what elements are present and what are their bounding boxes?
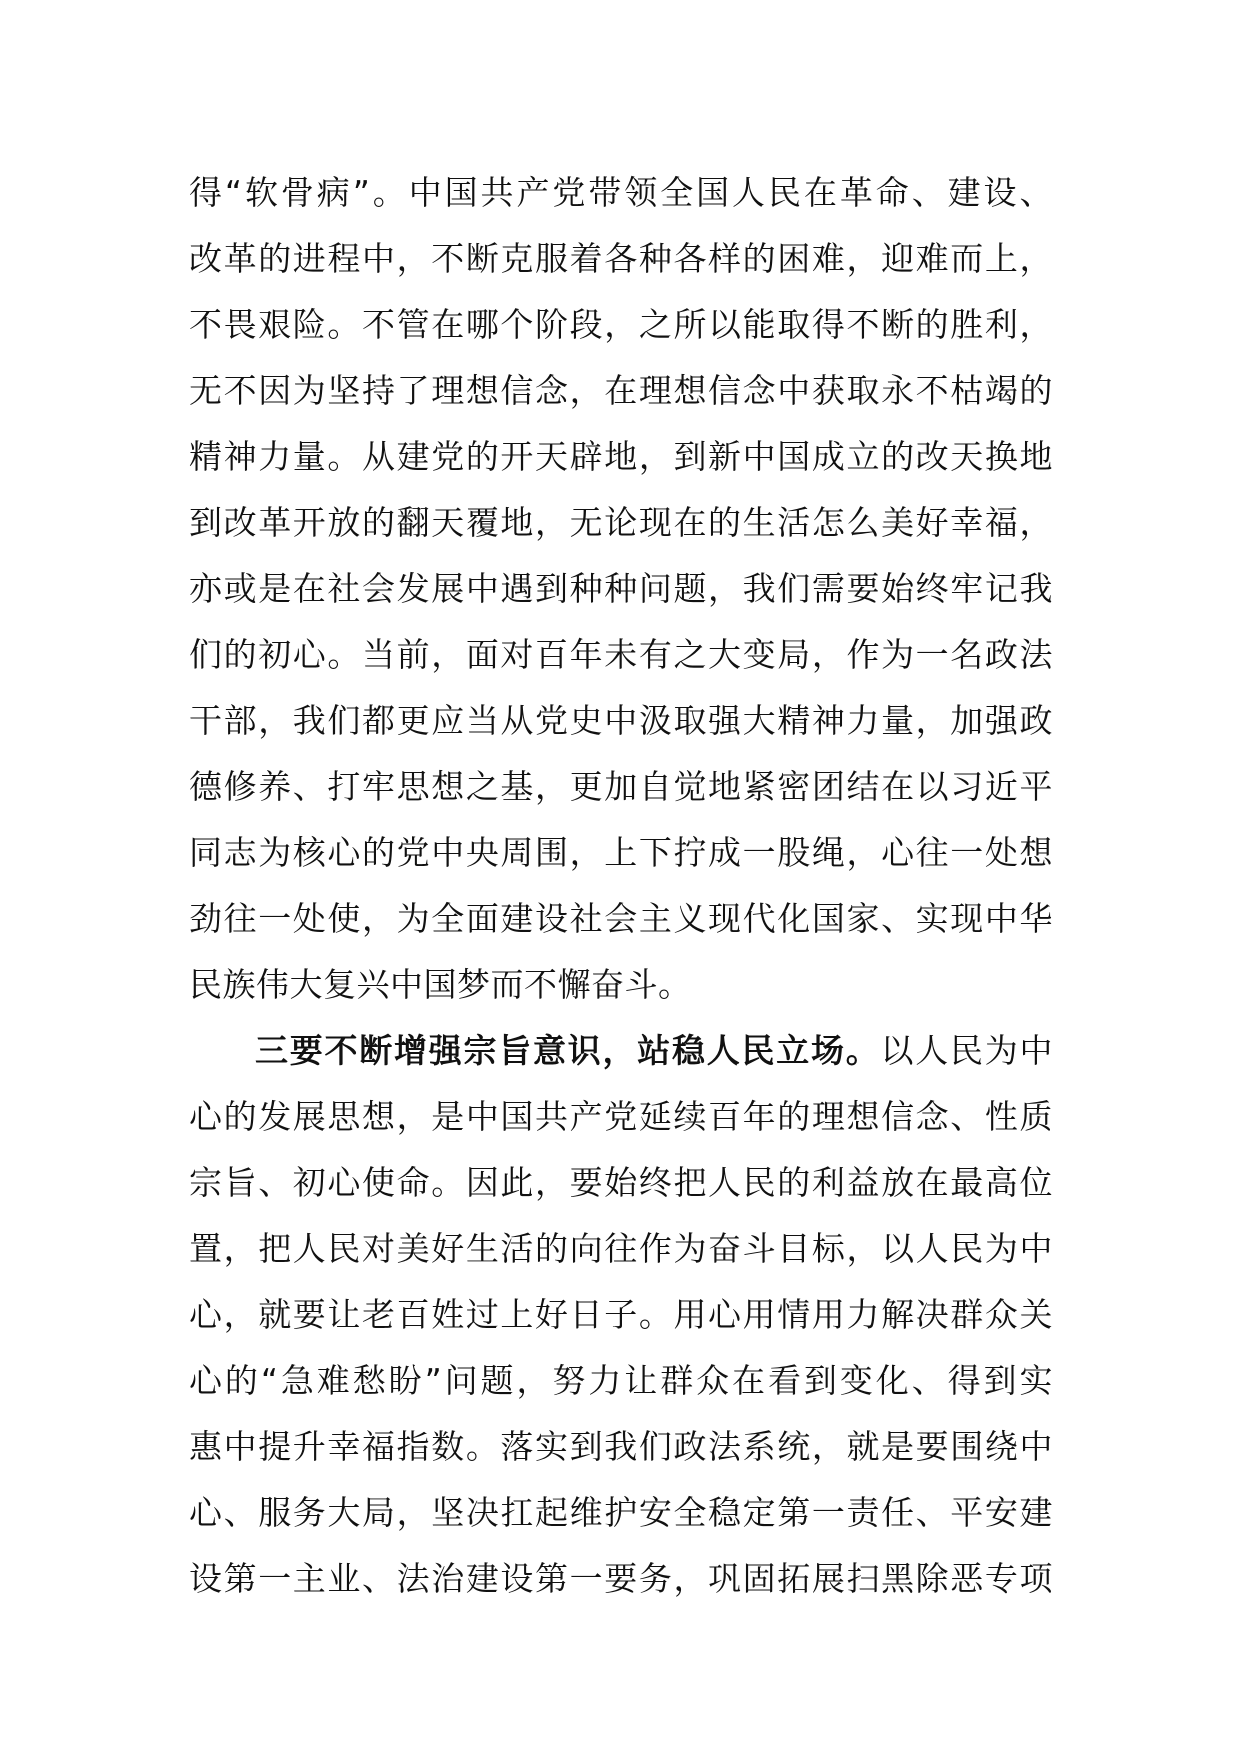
- paragraph-line: 精神力量。从建党的开天辟地，到新中国成立的改天换地: [189, 437, 1053, 476]
- section-heading: 三要不断增强宗旨意识，站稳人民立场。: [255, 1031, 881, 1070]
- paragraph-line: 劲往一处使，为全面建设社会主义现代化国家、实现中华: [189, 899, 1053, 938]
- paragraph-line: 心的发展思想，是中国共产党延续百年的理想信念、性质: [189, 1097, 1053, 1136]
- paragraph-line: 改革的进程中，不断克服着各种各样的困难，迎难而上，: [189, 239, 1053, 278]
- paragraph-line: 们的初心。当前，面对百年未有之大变局，作为一名政法: [189, 635, 1053, 674]
- paragraph-text: 以人民为中: [880, 1031, 1053, 1070]
- paragraph-line: 心、服务大局，坚决扛起维护安全稳定第一责任、平安建: [189, 1493, 1053, 1532]
- paragraph-line: 心，就要让老百姓过上好日子。用心用情用力解决群众关: [189, 1295, 1053, 1334]
- paragraph-line: 无不因为坚持了理想信念，在理想信念中获取永不枯竭的: [189, 371, 1053, 410]
- paragraph-line: 同志为核心的党中央周围，上下拧成一股绳，心往一处想: [189, 833, 1053, 872]
- document-body: [189, 160, 1053, 1612]
- paragraph-line: 民族伟大复兴中国梦而不懈奋斗。: [189, 965, 692, 1004]
- paragraph-line: 置，把人民对美好生活的向往作为奋斗目标，以人民为中: [189, 1229, 1053, 1268]
- paragraph-first-line: [189, 1018, 1053, 1084]
- paragraph-line: 宗旨、初心使命。因此，要始终把人民的利益放在最高位: [189, 1163, 1053, 1202]
- paragraph-line: 惠中提升幸福指数。落实到我们政法系统，就是要围绕中: [189, 1427, 1053, 1466]
- paragraph-line: 不畏艰险。不管在哪个阶段，之所以能取得不断的胜利，: [189, 305, 1053, 344]
- paragraph-line: 干部，我们都更应当从党史中汲取强大精神力量，加强政: [189, 701, 1053, 740]
- paragraph-line: 得“软骨病”。中国共产党带领全国人民在革命、建设、: [189, 173, 1053, 212]
- paragraph-line: 到改革开放的翻天覆地，无论现在的生活怎么美好幸福，: [189, 503, 1053, 542]
- paragraph-line: 设第一主业、法治建设第一要务，巩固拓展扫黑除恶专项: [189, 1559, 1053, 1598]
- paragraph-line: 亦或是在社会发展中遇到种种问题，我们需要始终牢记我: [189, 569, 1053, 608]
- paragraph-line: 心的“急难愁盼”问题，努力让群众在看到变化、得到实: [189, 1361, 1053, 1400]
- paragraph-line: 德修养、打牢思想之基，更加自觉地紧密团结在以习近平: [189, 767, 1053, 806]
